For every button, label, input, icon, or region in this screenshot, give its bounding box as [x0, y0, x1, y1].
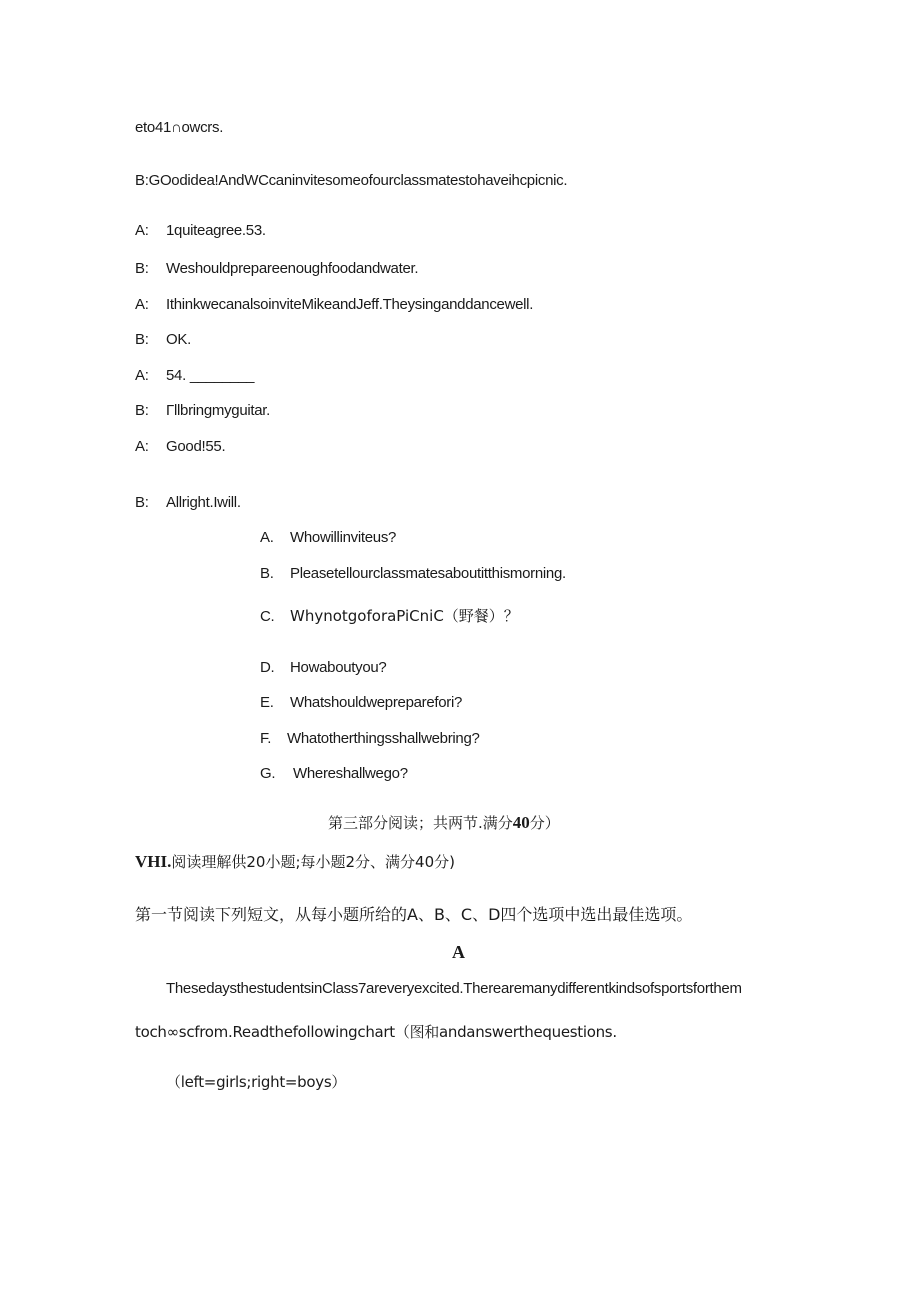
section1-instruction-text: 第一节阅读下列短文，从每小题所给的A、B、C、D四个选项中选出最佳选项。 [135, 905, 693, 924]
dialogue-text: Γllbringmyguitar. [166, 402, 271, 419]
speaker-label: B: [135, 494, 149, 511]
dialogue-line-2 [135, 221, 266, 241]
dialogue-line-7 [135, 401, 270, 421]
option-letter: E. [260, 694, 274, 711]
section1-instruction [135, 905, 692, 926]
option-c [260, 606, 519, 627]
dialogue-line-8 [135, 437, 225, 457]
option-text: Whatshouldwepreparefori? [290, 694, 463, 711]
option-text: Whereshallwego? [293, 765, 408, 782]
speaker-label: A: [135, 367, 149, 384]
option-text: Howaboutyou? [290, 659, 387, 676]
option-letter: B. [260, 565, 274, 582]
part3-score: 40 [512, 813, 530, 832]
option-d [260, 658, 386, 678]
speaker-label: B: [135, 331, 149, 348]
dialogue-line-1 [135, 171, 567, 191]
part3-title-prefix: 第三部分阅读；共两节.满分 [328, 814, 513, 832]
dialogue-line-4 [135, 295, 533, 315]
speaker-label: A: [135, 296, 149, 313]
part3-title [328, 813, 560, 834]
option-g [260, 764, 408, 784]
option-e [260, 693, 462, 713]
passage-a-heading: A [452, 942, 465, 962]
dialogue-text: 1quiteagree.53. [166, 222, 266, 239]
section8-title: 阅读理解供20小题;每小题2分、满分40分) [171, 853, 455, 871]
dialogue-line-3 [135, 259, 418, 279]
option-letter: A. [260, 529, 274, 546]
dialogue-line-6 [135, 366, 254, 386]
passage-a-line-2 [135, 1022, 617, 1043]
passage-text: ThesedaysthestudentsinClass7areveryexcited.Therearemanydifferentkindsofsportsforthem [166, 980, 742, 997]
option-f [260, 729, 480, 749]
dialogue-text: OK. [166, 331, 191, 348]
section8-roman: VHI. [135, 852, 172, 871]
passage-a-line-1 [166, 979, 742, 999]
dialogue-text: IthinkwecanalsoinviteMikeandJeff.Theysinganddancewell. [166, 296, 534, 313]
dialogue-line-9 [135, 493, 241, 513]
option-letter: F. [260, 730, 272, 747]
section8-heading [135, 852, 455, 873]
dialogue-text: Good!55. [166, 438, 226, 455]
speaker-label: B: [135, 402, 149, 419]
option-b [260, 564, 566, 584]
option-text: Pleasetellourclassmatesaboutitthismorning. [290, 565, 566, 582]
passage-text: toch∞scfrom.Readthefollowingchart（图和andanswerthequestions. [135, 1023, 617, 1041]
option-text: Whowillinviteus? [290, 529, 397, 546]
option-letter: G. [260, 765, 276, 782]
chart-legend-note [166, 1072, 346, 1093]
option-text: Whatotherthingsshallwebring? [287, 730, 480, 747]
dialogue-text: Weshouldprepareenoughfoodandwater. [166, 260, 419, 277]
option-a [260, 528, 396, 548]
option-text: WhynotgoforaPiCniC（野餐）？ [290, 607, 519, 625]
option-letter: D. [260, 659, 275, 676]
dialogue-line-0 [135, 118, 223, 138]
speaker-label: B: [135, 260, 149, 277]
dialogue-text: eto41∩owcrs. [135, 119, 224, 136]
dialogue-line-5 [135, 330, 191, 350]
dialogue-text: Allright.Iwill. [166, 494, 241, 511]
speaker-label: A: [135, 222, 149, 239]
speaker-label: A: [135, 438, 149, 455]
legend-note-text: （left=girls;right=boys） [166, 1073, 347, 1091]
dialogue-text: B:GOodidea!AndWCcaninvitesomeofourclassmatestohaveihcpicnic. [135, 172, 568, 189]
option-letter: C. [260, 608, 275, 625]
dialogue-text: 54. ________ [166, 367, 255, 384]
part3-title-suffix: 分） [529, 814, 560, 832]
